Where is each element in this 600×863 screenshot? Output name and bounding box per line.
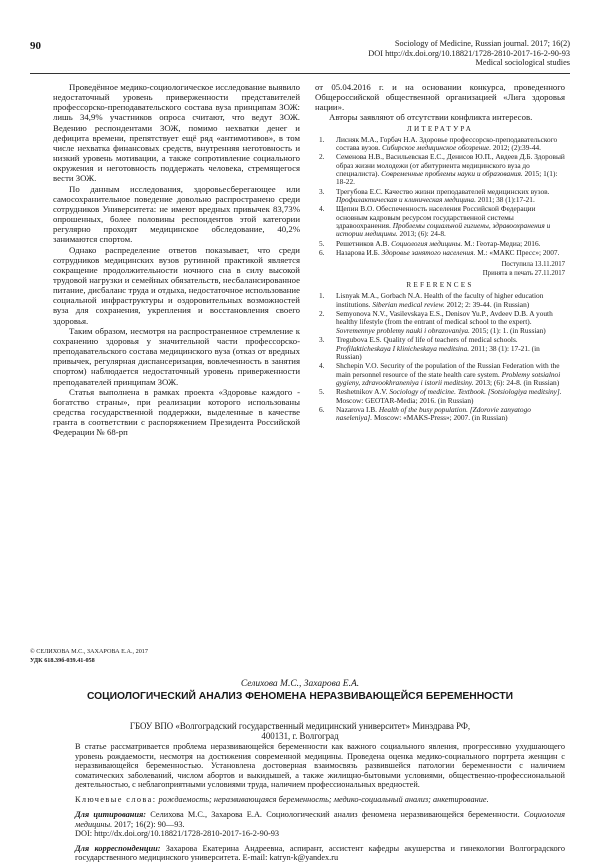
reference-item: 2. Semyonova N.V., Vasilevskaya E.S., Denisov Yu.P., Avdeev D.B. A youth healthy lifestyle (from the entrant of medical school to the expert). Sovremennye problemy nauki i obrazovaniya. 2015; (1): 1. (in Russian) <box>319 309 553 335</box>
copyright-notice: © СЕЛИХОВА М.С., ЗАХАРОВА Е.А., 2017 <box>30 648 148 655</box>
running-header <box>368 39 570 68</box>
reference-item: 4. Shchepin V.O. Security of the population of the Russian Federation with the main personnel resource of the state health care system. Problemy sotsialnoi gygieny, zdravookhraneniya i istorii meditsiny. 2013; (6): 24-8. (in Russian) <box>319 361 561 387</box>
page-number: 90 <box>30 40 41 52</box>
reference-item: 6. Nazarova I.B. Health of the busy population. [Zdorovie zanyatogo naseleniya]. Moscow: «MAKS-Press»; 2007. (in Russian) <box>319 404 531 423</box>
literature-heading: ЛИТЕРАТУРА <box>406 124 474 133</box>
funding-continuation: от 05.04.2016 г. и на основании конкурса, проведенного Общероссийской общественной организацией «Лига здоровья нации». <box>315 82 565 113</box>
literature-list <box>315 136 565 258</box>
article-dates <box>315 261 565 278</box>
header-doi: DOI http://dx.doi.org/10.18821/1728-2810-2017-16-2-90-93 <box>368 48 570 58</box>
keywords-label: Ключевые слова: <box>75 794 157 804</box>
citation: Для цитирования: Селихова М.С., Захарова Е.А. Социологический анализ феномена неразвивающейся беременности. Социология медицины. 2017; 16(2): 90—93. DOI: http://dx.doi.org/10.18821/1728-2810-2017-16-2-90-93 <box>75 810 565 838</box>
literature-item: 6. Назарова И.Б. Здоровье занятого населения. М.: «МАКС Пресс»; 2007. <box>319 248 560 258</box>
body-paragraph: Статья выполнена в рамках проекта «Здоровье каждого - богатство страны», при реализации которого использованы средства государственной поддержки, выделенные в качестве гранта в соответствии с распоряжением Президента Российской Федерации № 68-рп <box>53 386 300 438</box>
affiliation-line: 400131, г. Волгоград <box>261 731 339 741</box>
copyright-block <box>30 648 148 665</box>
body-paragraph: Однако распределение ответов показывает, что среди сотрудников медицинских вузов рутинной практикой является сокращение продолжительности ночного сна в силу высокой трудовой нагрузки и семейных обязательств, несбалансированное питание, дисбаланс труда и отдыха, недостаточное использование социальной инфраструктуры и оздоровительных возможностей вуза для сохранения, укрепления и восстановления своего здоровья. <box>53 244 300 326</box>
correspondence <box>75 844 565 863</box>
reference-item: 1. Lisnyak M.A., Gorbach N.A. Health of the faculty of higher education institutions. Siberian medical review. 2012; 2: 39-44. (in Russian) <box>319 291 544 309</box>
references-heading: REFERENCES <box>406 281 474 290</box>
keywords-text: рождаемость; неразвивающаяся беременность; медико-социальный анализ; анкетирование. <box>158 794 489 804</box>
reference-item: 3. Tregubova E.S. Quality of life of teachers of medical schools. Profilakticheskaya I klinicheskaya meditsina. 2011; 38 (1): 17-21. (in Russian) <box>319 335 540 361</box>
literature-item: 2. Семенова Н.В., Васильевская Е.С., Денисов Ю.П., Авдеев Д.Б. Здоровый образ жизни молодежи (от абитуриента медицинского вуза до специалиста). Современные проблемы науки и образования. 2015; 1(1): 18-22. <box>319 152 565 187</box>
right-column <box>315 82 565 424</box>
received-date: Поступила 13.11.2017 <box>501 261 565 269</box>
article-title: СОЦИОЛОГИЧЕСКИЙ АНАЛИЗ ФЕНОМЕНА НЕРАЗВИВАЮЩЕЙСЯ БЕРЕМЕННОСТИ <box>86 691 514 702</box>
literature-item: 5. Решетников А.В. Социология медицины. М.: Геотар-Медиа; 2016. <box>319 238 541 248</box>
body-paragraph: Проведённое медико-социологическое исследование выявило недостаточный уровень приверженности представителей профессорско-преподавательского состава вуза принципам ЗОЖ: лишь 34,9% участников опроса считают, что ведут ЗОЖ. Ведению респондентами ЗОЖ, помимо нехватки денег и дефицита времени, препятствует ещё ряд «антимотивов», в том числе нехватка финансовых средств, внутренняя неготовность и низкий уровень мотивации, а также сопротивление социального окружения и неготовность поддержать человека, стремящегося вести ЗОЖ. <box>53 82 300 184</box>
literature-item: 1. Лисняк М.А., Горбач Н.А. Здоровье профессорско-преподавательского состава вузов. Сибирское медицинское обозрение. 2012; (2):39-44. <box>319 134 558 152</box>
body-paragraph: Таким образом, несмотря на распространенное стремление к сохранению здоровья у значительной части профессорско-преподавательского состава медицинского вуза (отказ от вредных привычек, регулярная диспансеризация, вовлеченность в занятия спортом) наблюдается недостаточный уровень приверженности преподавателей принципам ЗОЖ. <box>53 325 300 387</box>
abstract-block <box>75 742 565 863</box>
keywords <box>75 795 565 805</box>
reference-item: 5. Reshetnikov A.V. Sociology of medicine. Textbook. [Sotsiologiya meditsiny]. Moscow: GEOTAR-Media; 2016. (in Russian) <box>319 387 562 405</box>
left-column <box>53 82 300 437</box>
citation-doi: DOI: http://dx.doi.org/10.18821/1728-2810-2017-16-2-90-93 <box>75 829 280 838</box>
abstract-text: В статье рассматривается проблема неразвивающейся беременности как важного социального явления, прогрессивно ухудшающего уровень рождаемости, несмотря на достижения современной медицины. Проведена оценка медико-социального портрета женщин с неразвивающейся беременностью. Установлена достоверная взаимосвязь развившейся патологии беременности с наличием соматических заболеваний, числом абортов и выкидышей, а также жилищно-бытовыми условиями, общественно-профессиональной деятельностью, с неблагоприятными условиями труда, наличием профессиональных вредностей. <box>75 742 565 789</box>
conflict-statement: Авторы заявляют об отсутствии конфликта интересов. <box>329 112 533 123</box>
literature-item: 4. Щепин В.О. Обеспеченность населения Российской Федерации основным кадровым ресурсом государственной системы здравоохранения. Проблемы социальной гигиены, здравоохранения и истории медицины. 2013; (6): 24-8. <box>319 204 551 239</box>
udk-code: УДК 618.39б-039.41-058 <box>30 656 95 664</box>
correspondence-label: Для корреспонденции: <box>75 843 161 853</box>
article-authors: Селихова М.С., Захарова Е.А. <box>240 679 360 689</box>
header-rule <box>30 73 570 74</box>
body-paragraph: По данным исследования, здоровьесберегающее или самосохранительное поведение довольно распространено среди сотрудников Университета: не имеют вредных привычек 83,73% опрошенных, более половины респондентов этой категории регулярно проходят медицинское обследование, 40,2% занимаются спортом. <box>53 183 300 245</box>
literature-item: 3. Трегубова Е.С. Качество жизни преподавателей медицинских вузов. Профилактическая и клиническая медицина. 2011; 38 (1):17-21. <box>319 186 550 205</box>
journal-title: Sociology of Medicine, Russian journal. 2017; 16(2) <box>394 39 570 48</box>
citation-label: Для цитирования: <box>75 810 147 819</box>
affiliation <box>40 721 560 741</box>
references-list <box>315 292 565 422</box>
accepted-date: Принята в печать 27.11.2017 <box>482 269 565 277</box>
section-name: Medical sociological studies <box>475 58 570 68</box>
affiliation-line: ГБОУ ВПО «Волгоградский государственный медицинский университет» Минздрава РФ, <box>129 721 471 731</box>
correspondence-text: Захарова Екатерина Андреевна, аспирант, ассистент кафедры акушерства и гинекологии Волгоградского государственного медицинского университета. E-mail: katryn-k@yandex.ru <box>75 843 565 862</box>
